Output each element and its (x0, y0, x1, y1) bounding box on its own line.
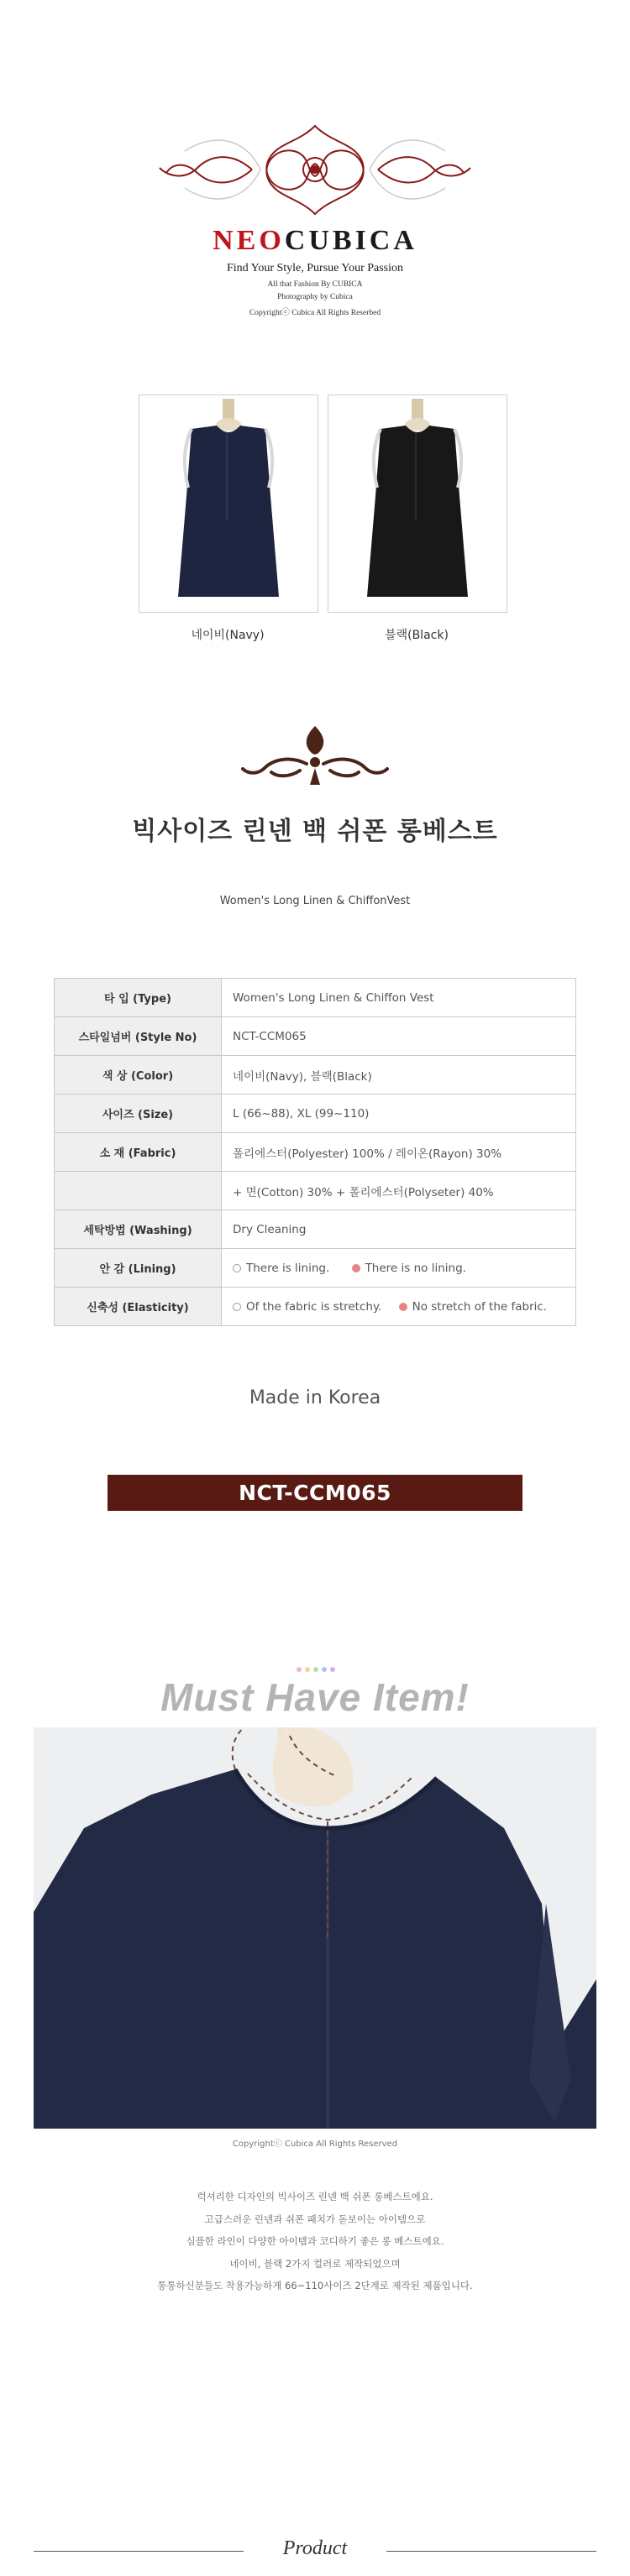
product-title: 빅사이즈 린넨 백 쉬폰 롱베스트 (132, 817, 498, 846)
spec-key: 사이즈 (Size) (55, 1095, 222, 1133)
spec-value: NCT-CCM065 (222, 1017, 576, 1056)
detail-photo (34, 1727, 596, 2129)
credit-line: All that Fashion By CUBICA (267, 280, 363, 289)
spec-key: 스타일넘버 (Style No) (55, 1017, 222, 1056)
variant-label-navy: 네이비(Navy) (191, 629, 265, 642)
spec-value: Dry Cleaning (222, 1210, 576, 1249)
made-in-label: Made in Korea (249, 1387, 381, 1408)
description-line: 럭셔리한 디자인의 빅사이즈 린넨 백 쉬폰 롱베스트에요. (197, 2191, 433, 2202)
spec-key: 신축성 (Elasticity) (55, 1288, 222, 1326)
table-row (55, 1210, 576, 1249)
spec-value: L (66~88), XL (99~110) (222, 1095, 576, 1133)
elasticity-options (222, 1288, 576, 1326)
description-line: 통통하신분들도 착용가능하게 66~110사이즈 2단계로 제작된 제품입니다. (157, 2280, 473, 2291)
brand-ornament (151, 118, 479, 222)
table-row (55, 1133, 576, 1172)
lining-option-yes: There is lining. (246, 1261, 330, 1275)
black-vest-image (328, 395, 507, 612)
credit-line: Photography by Cubica (277, 293, 353, 301)
product-section-divider (34, 2537, 596, 2563)
product-description (0, 2186, 630, 2297)
lining-option-no: There is no lining. (365, 1261, 466, 1275)
spec-key: 타 입 (Type) (55, 979, 222, 1017)
vest-detail-image (34, 1727, 596, 2129)
table-row (55, 1288, 576, 1326)
spec-table (54, 978, 576, 1326)
spec-value: + 면(Cotton) 30% + 폴리에스터(Polyseter) 40% (222, 1172, 576, 1210)
must-have-banner: Must Have Item! (160, 1675, 470, 1719)
title-ornament (239, 722, 391, 789)
radio-off-icon (233, 1303, 241, 1311)
description-line: 고급스러운 린넨과 쉬폰 패치가 돋보이는 아이템으로 (204, 2213, 426, 2225)
navy-vest-image (139, 395, 318, 612)
description-line: 네이비, 블랙 2가지 컬러로 제작되었으며 (229, 2257, 401, 2270)
variant-thumb-black[interactable] (328, 394, 507, 613)
radio-on-icon (399, 1303, 407, 1311)
brand-logo: NEOCUBICA (213, 225, 417, 256)
photo-copyright: Copyrightⓒ Cubica All Rights Reserved (232, 2140, 398, 2149)
variant-label-black: 블랙(Black) (385, 629, 449, 642)
variant-thumb-navy[interactable] (139, 394, 318, 613)
table-row (55, 1056, 576, 1095)
spec-value: 네이비(Navy), 블랙(Black) (222, 1056, 576, 1095)
color-dots (296, 1666, 336, 1673)
table-row (55, 1017, 576, 1056)
lining-options (222, 1249, 576, 1288)
style-code-bar: NCT-CCM065 (108, 1475, 522, 1511)
spec-key: 소 재 (Fabric) (55, 1133, 222, 1172)
table-row (55, 1249, 576, 1288)
spec-key: 안 감 (Lining) (55, 1249, 222, 1288)
elasticity-option-yes: Of the fabric is stretchy. (246, 1299, 382, 1314)
brand-o-mark: O (259, 225, 285, 256)
product-subtitle: Women's Long Linen & ChiffonVest (219, 895, 411, 907)
product-section-label: Product (282, 2537, 348, 2559)
table-row (55, 1172, 576, 1210)
spec-key (55, 1172, 222, 1210)
radio-off-icon (233, 1264, 241, 1272)
table-row (55, 979, 576, 1017)
spec-value: Women's Long Linen & Chiffon Vest (222, 979, 576, 1017)
table-row (55, 1095, 576, 1133)
spec-key: 색 상 (Color) (55, 1056, 222, 1095)
brand-tagline: Find Your Style, Pursue Your Passion (226, 262, 404, 274)
spec-key: 세탁방법 (Washing) (55, 1210, 222, 1249)
credit-line: Copyrightⓒ Cubica All Rights Reserbed (249, 309, 381, 317)
radio-on-icon (352, 1264, 360, 1272)
elasticity-option-no: No stretch of the fabric. (412, 1299, 548, 1314)
spec-value: 폴리에스터(Polyester) 100% / 레이온(Rayon) 30% (222, 1133, 576, 1172)
description-line: 심플한 라인이 다양한 아이템과 코디하기 좋은 롱 베스트에요. (186, 2235, 444, 2247)
